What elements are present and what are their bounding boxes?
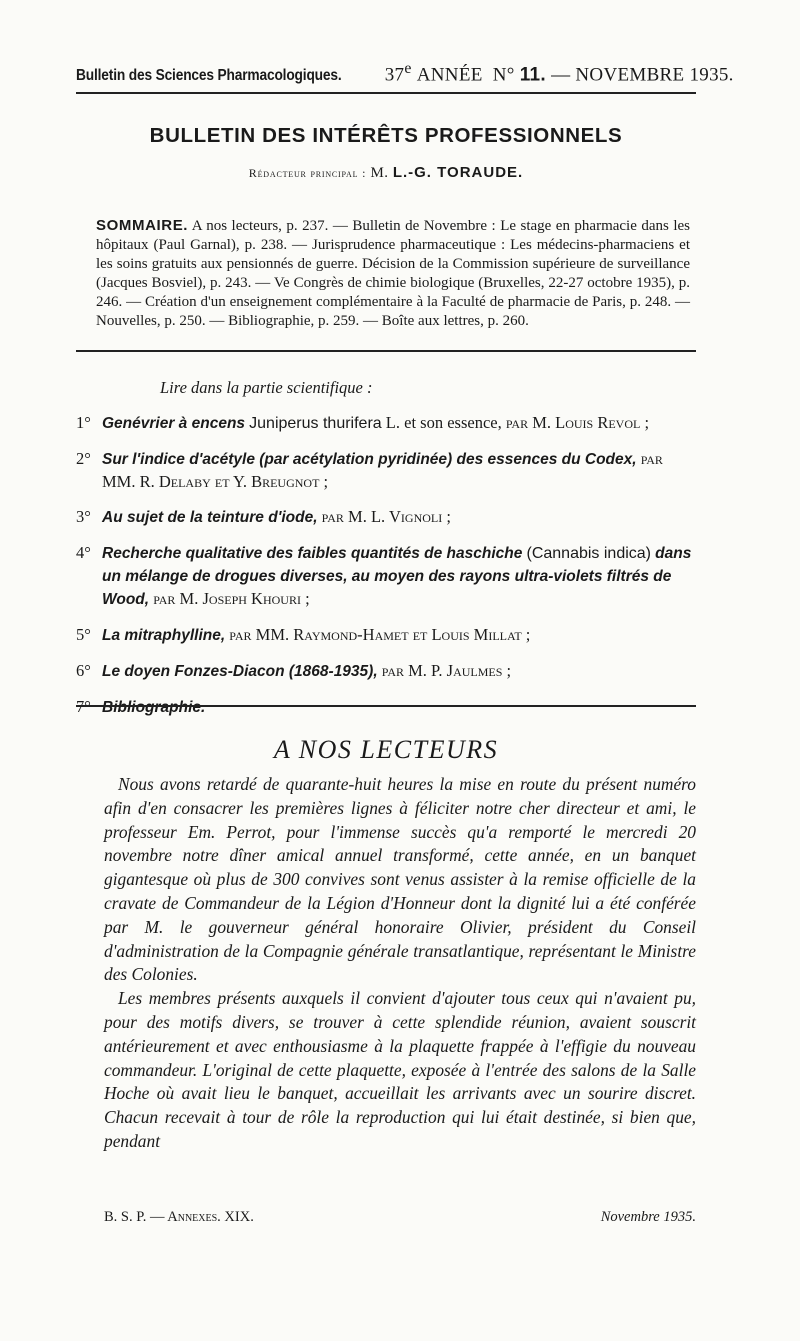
scientific-items-list [76, 412, 700, 732]
item-author: par M. Joseph Khouri ; [153, 589, 310, 608]
footer-left: B. S. P. — Annexes. XIX. [104, 1209, 254, 1225]
item-author: par MM. R. Delaby et Y. Breugnot ; [102, 449, 663, 491]
list-item [76, 412, 700, 435]
issue-number: 11. [519, 64, 546, 86]
issue-label: N° [492, 64, 515, 86]
section-title: BULLETIN DES INTÉRÊTS PROFESSIONNELS [149, 124, 623, 147]
item-number: 6° [76, 661, 91, 680]
item-number: 1° [76, 413, 91, 432]
year-word: ANNÉE [416, 64, 483, 86]
year-number: 37 [384, 64, 405, 86]
item-latin: (Cannabis indica) [526, 545, 652, 562]
item-title: Au sujet de la teinture d'iode, [102, 509, 318, 526]
list-item [76, 624, 700, 647]
summary-rule [76, 350, 696, 352]
item-mid: dans un mélange de drogues diverses, au moyen des rayons ultra-violets filtrés de Wood, [102, 545, 692, 608]
item-mid: L. et son essence, [385, 413, 502, 432]
article-paragraph: Les membres présents auxquels il convient d'ajouter tous ceux qui n'avaient pu, pour des motifs divers, se trouver à cette splendide réunion, avaient souscrit antérieurement et avec enthousiasme à la plaquette frappée à l'effigie du nouveau commandeur. L'original de cette plaquette, exposée à l'entrée des salons de la Salle Hoche où avait lieu le banquet, accueillait les arrivants avec un sourire discret. Chacun recevait à tour de rôle la reproduction qui lui était destinée, si bien que, pendant [104, 988, 696, 1151]
issue-date: — NOVEMBRE 1935. [551, 64, 734, 86]
item-title: Le doyen Fonzes-Diacon (1868-1935), [102, 663, 378, 680]
item-number: 3° [76, 507, 91, 526]
item-body [102, 660, 700, 683]
editor-label: Rédacteur principal : [248, 166, 367, 180]
item-author: par M. Louis Revol ; [505, 413, 650, 432]
item-number: 7° [76, 697, 91, 716]
list-item [76, 660, 700, 683]
header-rule [76, 92, 696, 94]
item-title: Recherche qualitative des faibles quantités de haschiche [102, 545, 523, 562]
journal-title: Bulletin des Sciences Pharmacologiques. [76, 67, 342, 85]
item-body [102, 412, 700, 435]
scientific-part-heading: Lire dans la partie scientifique : [160, 378, 373, 397]
summary-text: A nos lecteurs, p. 237. — Bulletin de Novembre : Le stage en pharmacie dans les hôpitaux (Paul Garnal), p. 238. — Jurisprudence pharmaceutique : Les médecins-pharmaciens et les soins gratuits aux pensionnés de guerre. Décision de la Commission supérieure de surveillance (Jacques Bosviel), p. 243. — Ve Congrès de chimie biologique (Bruxelles, 22-27 octobre 1935), p. 246. — Création d'un enseignement complémentaire à la Faculté de pharmacie de Paris, p. 248. — Nouvelles, p. 250. — Bibliographie, p. 259. — Boîte aux lettres, p. 260. [96, 218, 690, 329]
summary-block [96, 216, 690, 331]
article-paragraph: Nous avons retardé de quarante-huit heures la mise en route du présent numéro afin d'en consacrer les premières lignes à féliciter notre cher directeur et ami, le professeur Em. Perrot, pour l'immense succès qu'a remporté le mercredi 20 novembre notre dîner amical annuel transformé, cette année, en un banquet gigantesque où plus de 300 convives sont venus assister à la remise officielle de la cravate de Commandeur de la Légion d'Honneur dont la dignité lui a été conférée par M. le gouverneur général honoraire Olivier, président du Conseil d'administration de la Compagnie générale transatlantique, représentant le Ministre des Colonies. [104, 774, 696, 985]
list-item [76, 696, 700, 719]
item-title: Sur l'indice d'acétyle (par acétylation pyridinée) des essences du Codex, [102, 451, 637, 468]
year-superscript: e [404, 60, 412, 77]
editor-title: M. [370, 165, 389, 181]
item-body [102, 506, 700, 529]
item-author: par M. L. Vignoli ; [321, 507, 451, 526]
contents-rule [76, 705, 696, 707]
item-title: La mitraphylline, [102, 627, 226, 644]
summary-lead: SOMMAIRE. [96, 217, 189, 234]
item-title: Bibliographie. [102, 699, 206, 716]
item-title: Genévrier à encens [102, 415, 246, 432]
item-number: 5° [76, 625, 91, 644]
page-footer [104, 1209, 696, 1226]
list-item [76, 448, 700, 493]
item-body [102, 624, 700, 647]
footer-right: Novembre 1935. [600, 1209, 696, 1225]
issue-info [385, 60, 734, 86]
item-author: par MM. Raymond-Hamet et Louis Millat ; [229, 625, 531, 644]
editor-line [76, 164, 696, 182]
item-body [102, 696, 700, 719]
item-body [102, 542, 700, 611]
article-body [104, 773, 696, 1154]
item-latin: Juniperus thurifera [249, 415, 382, 432]
editor-name: L.-G. TORAUDE. [392, 164, 524, 181]
article-title: A NOS LECTEURS [273, 735, 499, 764]
running-header [76, 60, 734, 88]
item-author: par M. P. Jaulmes ; [381, 661, 512, 680]
item-number: 2° [76, 449, 91, 468]
item-body [102, 448, 700, 493]
list-item [76, 506, 700, 529]
list-item [76, 542, 700, 611]
item-number: 4° [76, 543, 91, 562]
